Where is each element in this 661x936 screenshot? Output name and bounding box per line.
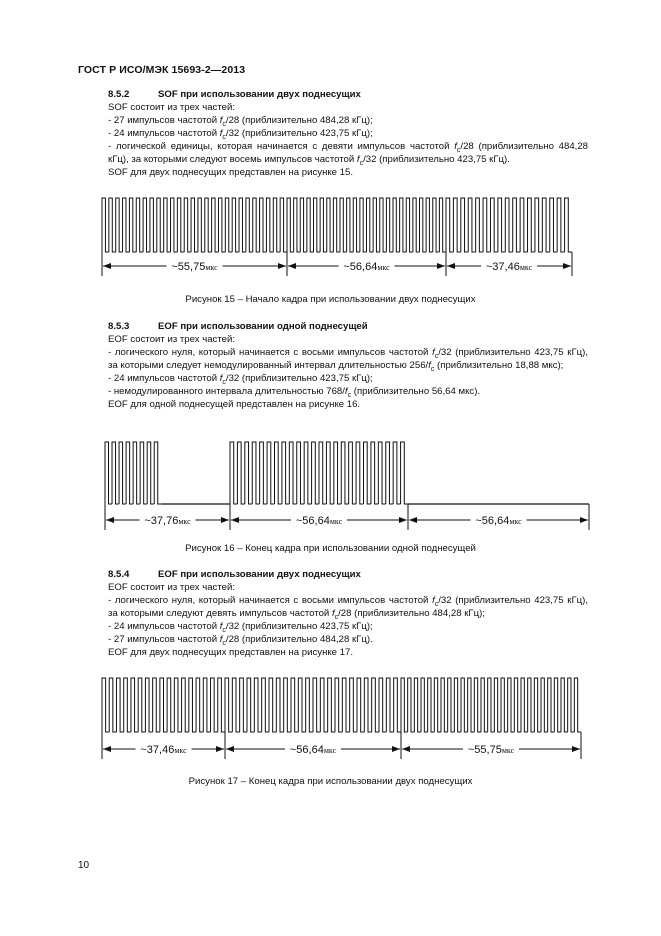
- arrow-left-icon: [447, 263, 455, 269]
- figure-15-waveform: [0, 190, 661, 280]
- arrow-right-icon: [437, 263, 445, 269]
- list-item: - немодулированного интервала длительностью $768/f_c$ (приблизительно 56,64 мкс).: [108, 386, 481, 399]
- arrow-left-icon: [288, 263, 296, 269]
- list-item: - 24 импульсов частотой $f_c/32$ (приблизительно 423,75 кГц);: [108, 621, 373, 634]
- paragraph: EOF для двух поднесущих представлен на рисунке 17.: [108, 647, 354, 658]
- pulse-train: [105, 442, 161, 504]
- figure-17-caption: Рисунок 17 – Конец кадра при использовании двух поднесущих: [188, 776, 473, 787]
- pulse-train: [401, 678, 581, 732]
- list-item: - логической единицы, которая начинается с девяти импульсов частотой $f_c/28$ (приблизительно 484,28 кГц), за которыми следуют восемь импульсов частотой $f_c/32$ (приблизительно 423,75 кГц).: [108, 141, 588, 167]
- pulse-train: [102, 678, 225, 732]
- arrow-left-icon: [103, 746, 111, 752]
- section-8-5-2: [78, 88, 588, 179]
- figure-16-caption: Рисунок 16 – Конец кадра при использовании одной поднесущей: [185, 543, 476, 554]
- figure-16-waveform: [0, 432, 661, 532]
- arrow-right-icon: [278, 263, 286, 269]
- paragraph: EOF для одной поднесущей представлен на рисунке 16.: [108, 399, 361, 410]
- arrow-right-icon: [580, 517, 588, 523]
- document-header: ГОСТ Р ИСО/МЭК 15693-2—2013: [78, 64, 246, 76]
- duration-label: ~56,64мкс: [295, 515, 343, 527]
- arrow-right-icon: [221, 517, 229, 523]
- page-number: 10: [78, 860, 90, 871]
- duration-label: ~56,64мкс: [475, 515, 522, 527]
- section-title: 8.5.2 SOF при использовании двух поднесущих: [108, 89, 361, 100]
- duration-label: ~56,64мкс: [343, 261, 390, 273]
- duration-label: ~55,75мкс: [171, 261, 218, 273]
- pulse-train: [225, 678, 401, 732]
- arrow-left-icon: [409, 517, 417, 523]
- arrow-left-icon: [103, 263, 111, 269]
- figure-15-caption: Рисунок 15 – Начало кадра при использовании двух поднесущих: [185, 294, 476, 305]
- duration-label: ~37,76мкс: [144, 515, 191, 527]
- paragraph: SOF для двух поднесущих представлен на рисунке 15.: [108, 167, 354, 178]
- arrow-left-icon: [231, 517, 239, 523]
- arrow-left-icon: [402, 746, 410, 752]
- list-item: - 24 импульсов частотой $f_c/32$ (приблизительно 423,75 кГц);: [108, 373, 373, 386]
- section-8-5-3: [78, 320, 588, 411]
- duration-label: ~56,64мкс: [289, 744, 337, 756]
- list-item: - 24 импульсов частотой $f_c/32$ (приблизительно 423,75 кГц);: [108, 128, 373, 141]
- pulse-train: [446, 198, 572, 252]
- arrow-right-icon: [572, 746, 580, 752]
- duration-label: ~55,75мкс: [467, 744, 515, 756]
- arrow-right-icon: [216, 746, 224, 752]
- paragraph: SOF состоит из трех частей:: [108, 102, 235, 113]
- list-item: - логического нуля, который начинается с восьми импульсов частотой $f_c/32$ (приблизительно 423,75 кГц), за которыми следуют девять импульсов частотой $f_c/28$ (приблизительно 484,28 кГц);: [108, 595, 588, 621]
- pulse-train: [102, 198, 287, 252]
- list-item: - логического нуля, который начинается с восьми импульсов частотой $f_c/32$ (приблизительно 423,75 кГц), за которыми следует немодулированный интервал длительностью $256/f_c$ (приблизительно 18,88 мкс);: [108, 347, 588, 373]
- figure-17-waveform: [0, 672, 661, 772]
- arrow-right-icon: [399, 517, 407, 523]
- arrow-right-icon: [392, 746, 400, 752]
- pulse-train: [287, 198, 446, 252]
- paragraph: EOF состоит из трех частей:: [108, 582, 235, 593]
- list-item: - 27 импульсов частотой $f_c/28$ (приблизительно 484,28 кГц).: [108, 634, 373, 647]
- arrow-left-icon: [226, 746, 234, 752]
- section-8-5-4: [78, 568, 588, 659]
- duration-label: ~37,46мкс: [140, 744, 187, 756]
- duration-label: ~37,46мкс: [485, 261, 533, 273]
- paragraph: EOF состоит из трех частей:: [108, 334, 235, 345]
- arrow-right-icon: [563, 263, 571, 269]
- section-title: 8.5.3 EOF при использовании одной поднесущей: [108, 321, 368, 332]
- section-title: 8.5.4 EOF при использовании двух поднесущих: [108, 569, 361, 580]
- pulse-train: [230, 442, 408, 504]
- list-item: - 27 импульсов частотой $f_c/28$ (приблизительно 484,28 кГц);: [108, 115, 373, 128]
- arrow-left-icon: [106, 517, 114, 523]
